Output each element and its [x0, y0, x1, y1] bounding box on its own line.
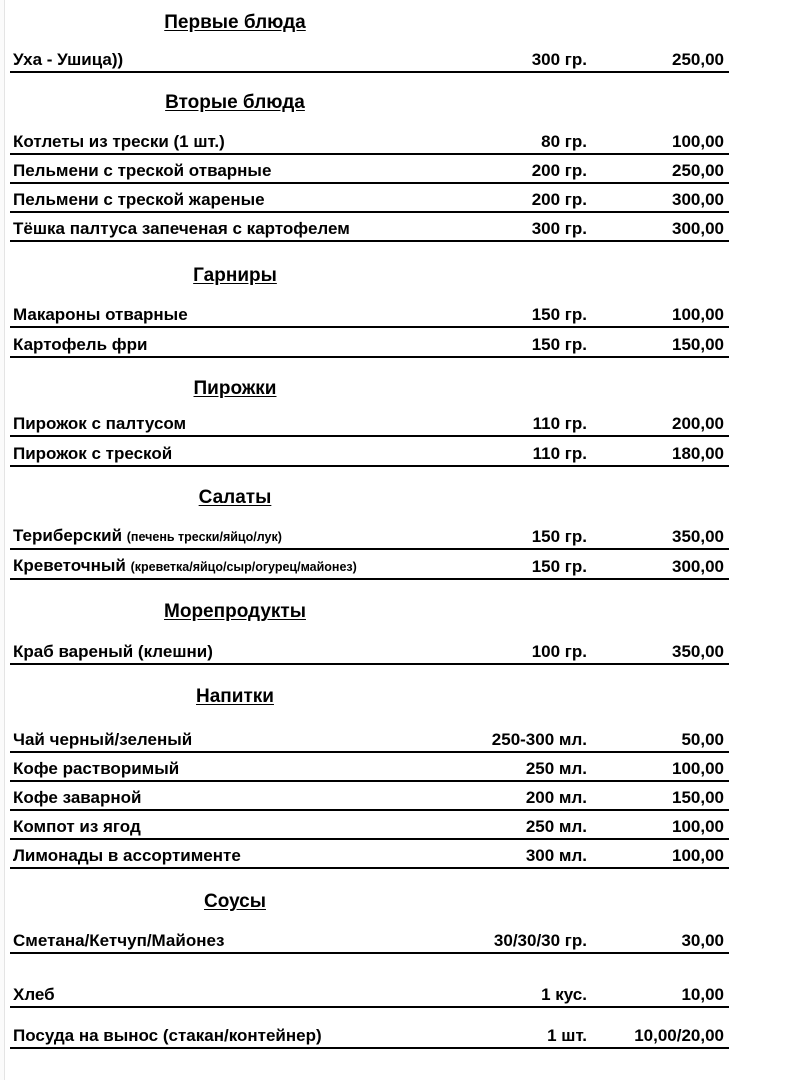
item-quantity: 1 кус.: [541, 985, 587, 1004]
menu-row: [10, 443, 729, 467]
item-name: Краб вареный (клешни): [13, 642, 213, 661]
item-price: 30,00: [681, 931, 724, 950]
row-border: [10, 153, 729, 155]
row-border: [10, 356, 729, 358]
menu-row: [10, 729, 729, 753]
item-price: 150,00: [672, 335, 724, 354]
item-name: Чай черный/зеленый: [13, 730, 193, 749]
item-name: [13, 556, 357, 577]
item-name: Котлеты из трески (1 шт.): [13, 132, 225, 151]
menu-row: [10, 526, 729, 550]
item-quantity: 300 гр.: [531, 50, 587, 69]
menu-row: [10, 1025, 729, 1049]
item-name: Картофель фри: [13, 335, 148, 354]
item-price: 100,00: [672, 132, 724, 151]
item-price: 350,00: [672, 527, 724, 546]
item-price: 180,00: [672, 444, 724, 463]
item-name: Пельмени с треской жареные: [13, 190, 265, 209]
item-name: Хлеб: [13, 985, 55, 1004]
item-name-text: Креветочный: [13, 556, 126, 575]
item-price: 10,00/20,00: [634, 1026, 724, 1045]
item-name: Посуда на вынос (стакан/контейнер): [13, 1026, 322, 1045]
item-quantity: 1 шт.: [547, 1026, 587, 1045]
menu-row: [10, 413, 729, 437]
item-quantity: 30/30/30 гр.: [493, 931, 587, 950]
item-quantity: 200 мл.: [525, 788, 587, 807]
row-border: [10, 663, 729, 665]
item-quantity: 200 гр.: [531, 161, 587, 180]
item-quantity: 200 гр.: [531, 190, 587, 209]
item-price: 200,00: [672, 414, 724, 433]
menu-row: [10, 189, 729, 213]
item-price: 250,00: [672, 161, 724, 180]
menu-row: [10, 984, 729, 1008]
item-note: (печень трески/яйцо/лук): [126, 530, 282, 544]
section-heading: Напитки: [196, 686, 274, 707]
row-border: [10, 780, 729, 782]
item-name: Кофе растворимый: [13, 759, 180, 778]
menu-row: [10, 160, 729, 184]
item-quantity: 100 гр.: [531, 642, 587, 661]
row-border: [10, 326, 729, 328]
section-heading: Салаты: [198, 487, 272, 508]
item-quantity: 110 гр.: [532, 414, 587, 433]
item-price: 100,00: [672, 759, 724, 778]
row-border: [10, 240, 729, 242]
row-border: [10, 182, 729, 184]
section-heading: Пирожки: [193, 378, 277, 399]
section-heading: Вторые блюда: [165, 92, 305, 113]
item-name: Компот из ягод: [13, 817, 141, 836]
item-quantity: 250-300 мл.: [491, 730, 587, 749]
row-border: [10, 751, 729, 753]
menu-row: [10, 641, 729, 665]
row-border: [10, 809, 729, 811]
item-name: Кофе заварной: [13, 788, 142, 807]
item-price: 250,00: [672, 50, 724, 69]
row-border: [10, 71, 729, 73]
item-price: 350,00: [672, 642, 724, 661]
section-heading: Морепродукты: [164, 601, 306, 622]
row-border: [10, 548, 729, 550]
section-heading: Первые блюда: [164, 12, 306, 33]
item-name: Пельмени с треской отварные: [13, 161, 272, 180]
item-quantity: 150 гр.: [531, 335, 587, 354]
menu-row: [10, 218, 729, 242]
item-quantity: 300 гр.: [531, 219, 587, 238]
item-quantity: 150 гр.: [531, 305, 587, 324]
row-border: [10, 838, 729, 840]
item-quantity: 250 мл.: [525, 759, 587, 778]
menu-row: [10, 930, 729, 954]
item-name: Тёшка палтуса запеченая с картофелем: [13, 219, 350, 238]
menu-row: [10, 304, 729, 328]
item-name: Уха - Ушица)): [13, 50, 124, 69]
item-price: 150,00: [672, 788, 724, 807]
spreadsheet-left-edge: [0, 0, 5, 1080]
menu-row: [10, 758, 729, 782]
item-note: (креветка/яйцо/сыр/огурец/майонез): [130, 560, 357, 574]
menu-row: [10, 845, 729, 869]
section-heading: Гарниры: [193, 265, 277, 286]
item-price: 300,00: [672, 219, 724, 238]
item-quantity: 150 гр.: [531, 557, 587, 576]
menu-row: [10, 816, 729, 840]
item-quantity: 80 гр.: [541, 132, 587, 151]
item-name: Пирожок с палтусом: [13, 414, 187, 433]
item-price: 300,00: [672, 557, 724, 576]
item-price: 100,00: [672, 817, 724, 836]
item-quantity: 110 гр.: [532, 444, 587, 463]
menu-row: [10, 131, 729, 155]
row-border: [10, 867, 729, 869]
item-quantity: 300 мл.: [525, 846, 587, 865]
item-name-text: Териберский: [13, 526, 123, 545]
row-border: [10, 1006, 729, 1008]
item-price: 10,00: [681, 985, 724, 1004]
item-name: [13, 526, 282, 547]
item-price: 50,00: [681, 730, 724, 749]
item-name: Пирожок с треской: [13, 444, 173, 463]
item-price: 100,00: [672, 846, 724, 865]
item-name: Сметана/Кетчуп/Майонез: [13, 931, 225, 950]
row-border: [10, 211, 729, 213]
menu-row: [10, 49, 729, 73]
row-border: [10, 578, 729, 580]
item-quantity: 250 мл.: [525, 817, 587, 836]
row-border: [10, 1047, 729, 1049]
item-price: 300,00: [672, 190, 724, 209]
menu-row: [10, 787, 729, 811]
section-heading: Соусы: [204, 891, 266, 912]
row-border: [10, 435, 729, 437]
menu-row: [10, 334, 729, 358]
item-price: 100,00: [672, 305, 724, 324]
row-border: [10, 952, 729, 954]
item-quantity: 150 гр.: [531, 527, 587, 546]
item-name: Макароны отварные: [13, 305, 188, 324]
item-name: Лимонады в ассортименте: [13, 846, 241, 865]
row-border: [10, 465, 729, 467]
menu-row: [10, 556, 729, 580]
